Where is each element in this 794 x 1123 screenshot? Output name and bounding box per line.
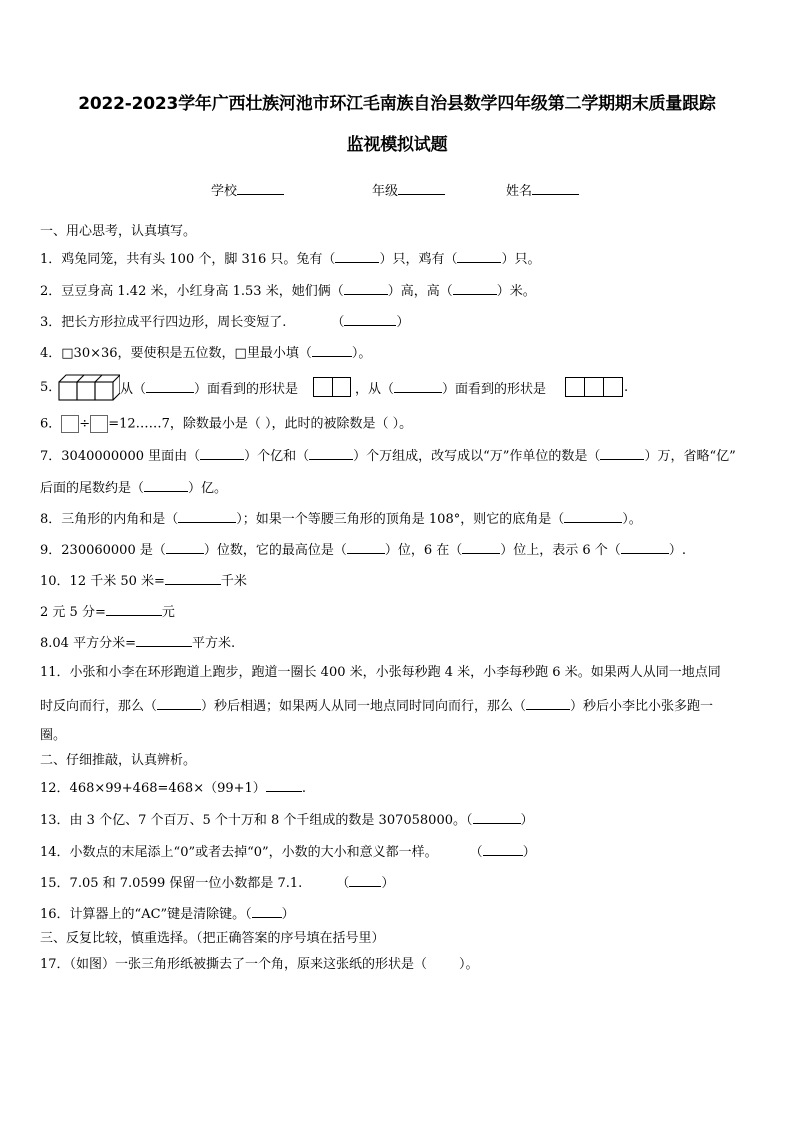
question-11-line2: 时反向而行，那么（ ）秒后相遇；如果两人从同一地点同时同向而行，那么（ ）秒后小李比小张多跑一 xyxy=(40,699,714,714)
school-label: 学校 xyxy=(211,184,238,199)
section-3-heading: 三、反复比较，慎重选择。（把正确答案的序号填在括号里） xyxy=(40,931,385,946)
answer-blank[interactable] xyxy=(349,874,381,887)
question-14: 14．小数点的末尾添上“0”或者去掉“0”，小数的大小和意义都一样。 （ ） xyxy=(40,845,536,860)
dividend-box[interactable] xyxy=(61,415,79,433)
answer-blank[interactable] xyxy=(344,282,388,295)
answer-blank[interactable] xyxy=(347,541,385,554)
answer-blank[interactable] xyxy=(462,541,500,554)
question-9: 9．230060000 是（ ）位数，它的最高位是（ ）位，6 在（ ）位上，表示 6 个（ ）. xyxy=(40,543,686,558)
page-title-line2: 监视模拟试题 xyxy=(346,135,448,155)
answer-blank[interactable] xyxy=(621,541,669,554)
answer-blank[interactable] xyxy=(483,843,523,856)
question-13: 13．由 3 个亿、7 个百万、5 个十万和 8 个千组成的数是 307058000。（ ） xyxy=(40,813,534,828)
question-5-number: 5． xyxy=(40,380,62,395)
school-field[interactable] xyxy=(211,180,284,199)
answer-blank[interactable] xyxy=(335,250,379,263)
question-11: 11．小张和小李在环形跑道上跑步，跑道一圈长 400 米，小张每秒跑 4 米，小李每秒跑 6 米。如果两人从同一地点同 xyxy=(40,665,721,680)
question-10-line3: 8.04 平方分米= 平方米. xyxy=(40,636,236,651)
answer-blank[interactable] xyxy=(136,634,192,647)
answer-blank[interactable] xyxy=(473,811,521,824)
divisor-box[interactable] xyxy=(90,415,108,433)
question-2: 2．豆豆身高 1.42 米，小红身高 1.53 米，她们俩（ ）高，高（ ）米。 xyxy=(40,284,536,299)
answer-blank[interactable] xyxy=(146,380,194,393)
question-5-end: . xyxy=(624,380,629,395)
question-4: 4．□30×36，要使积是五位数，□里最小填（ ）。 xyxy=(40,346,372,361)
school-blank[interactable] xyxy=(237,182,284,195)
answer-blank[interactable] xyxy=(526,697,570,710)
question-3: 3．把长方形拉成平行四边形，周长变短了. （ ） xyxy=(40,315,410,330)
answer-blank[interactable] xyxy=(453,282,497,295)
question-5: 从（ ）面看到的形状是 xyxy=(120,382,299,397)
answer-blank[interactable] xyxy=(600,447,644,460)
view-shape-three-squares xyxy=(565,377,623,397)
answer-blank[interactable] xyxy=(344,313,396,326)
answer-blank[interactable] xyxy=(252,905,282,918)
section-1-heading: 一、用心思考，认真填写。 xyxy=(40,224,197,239)
section-2-heading: 二、仔细推敲，认真辨析。 xyxy=(40,753,197,768)
question-7: 7．3040000000 里面由（ ）个亿和（ ）个万组成，改写成以“万”作单位的数是（ ）万，省略“亿” xyxy=(40,449,736,464)
question-11-line3: 圈。 xyxy=(40,728,67,743)
answer-blank[interactable] xyxy=(564,510,622,523)
question-8: 8．三角形的内角和是（ ）；如果一个等腰三角形的顶角是 108°，则它的底角是（ ）。 xyxy=(40,512,642,527)
answer-blank[interactable] xyxy=(166,541,204,554)
question-10-line2: 2 元 5 分= 元 xyxy=(40,605,175,620)
grade-field[interactable] xyxy=(372,180,445,199)
question-17: 17．（如图）一张三角形纸被撕去了一个角，原来这张纸的形状是（ ）。 xyxy=(40,957,479,972)
answer-blank[interactable] xyxy=(309,447,353,460)
question-16: 16．计算器上的“AC”键是清除键。（ ） xyxy=(40,907,295,922)
answer-blank[interactable] xyxy=(394,380,442,393)
page-title-line1: 2022-2023学年广西壮族河池市环江毛南族自治县数学四年级第二学期期末质量跟踪 xyxy=(78,94,716,114)
grade-blank[interactable] xyxy=(398,182,445,195)
answer-blank[interactable] xyxy=(106,603,162,616)
name-label: 姓名 xyxy=(506,184,533,199)
answer-blank[interactable] xyxy=(457,250,501,263)
question-7-line2: 后面的尾数约是（ ）亿。 xyxy=(40,481,228,496)
answer-blank[interactable] xyxy=(144,479,188,492)
answer-blank[interactable] xyxy=(266,779,302,792)
name-blank[interactable] xyxy=(532,182,579,195)
name-field[interactable] xyxy=(506,180,579,199)
question-5-part2: ，从（ ）面看到的形状是 xyxy=(355,382,547,397)
answer-blank[interactable] xyxy=(165,572,221,585)
question-15: 15．7.05 和 7.0599 保留一位小数都是 7.1. （ ） xyxy=(40,876,395,891)
question-6: 6． ÷ =12……7，除数最小是（ ），此时的被除数是（ ）。 xyxy=(40,416,413,432)
answer-blank[interactable] xyxy=(312,344,352,357)
grade-label: 年级 xyxy=(372,184,399,199)
question-10: 10．12 千米 50 米= 千米 xyxy=(40,574,247,589)
question-12: 12．468×99+468=468×（99+1） . xyxy=(40,781,306,796)
view-shape-two-squares xyxy=(313,377,351,397)
cube-figure xyxy=(58,370,120,402)
answer-blank[interactable] xyxy=(200,447,244,460)
answer-blank[interactable] xyxy=(178,510,236,523)
question-1: 1．鸡兔同笼，共有头 100 个，脚 316 只。兔有（ ）只，鸡有（ ）只。 xyxy=(40,252,541,267)
answer-blank[interactable] xyxy=(157,697,201,710)
